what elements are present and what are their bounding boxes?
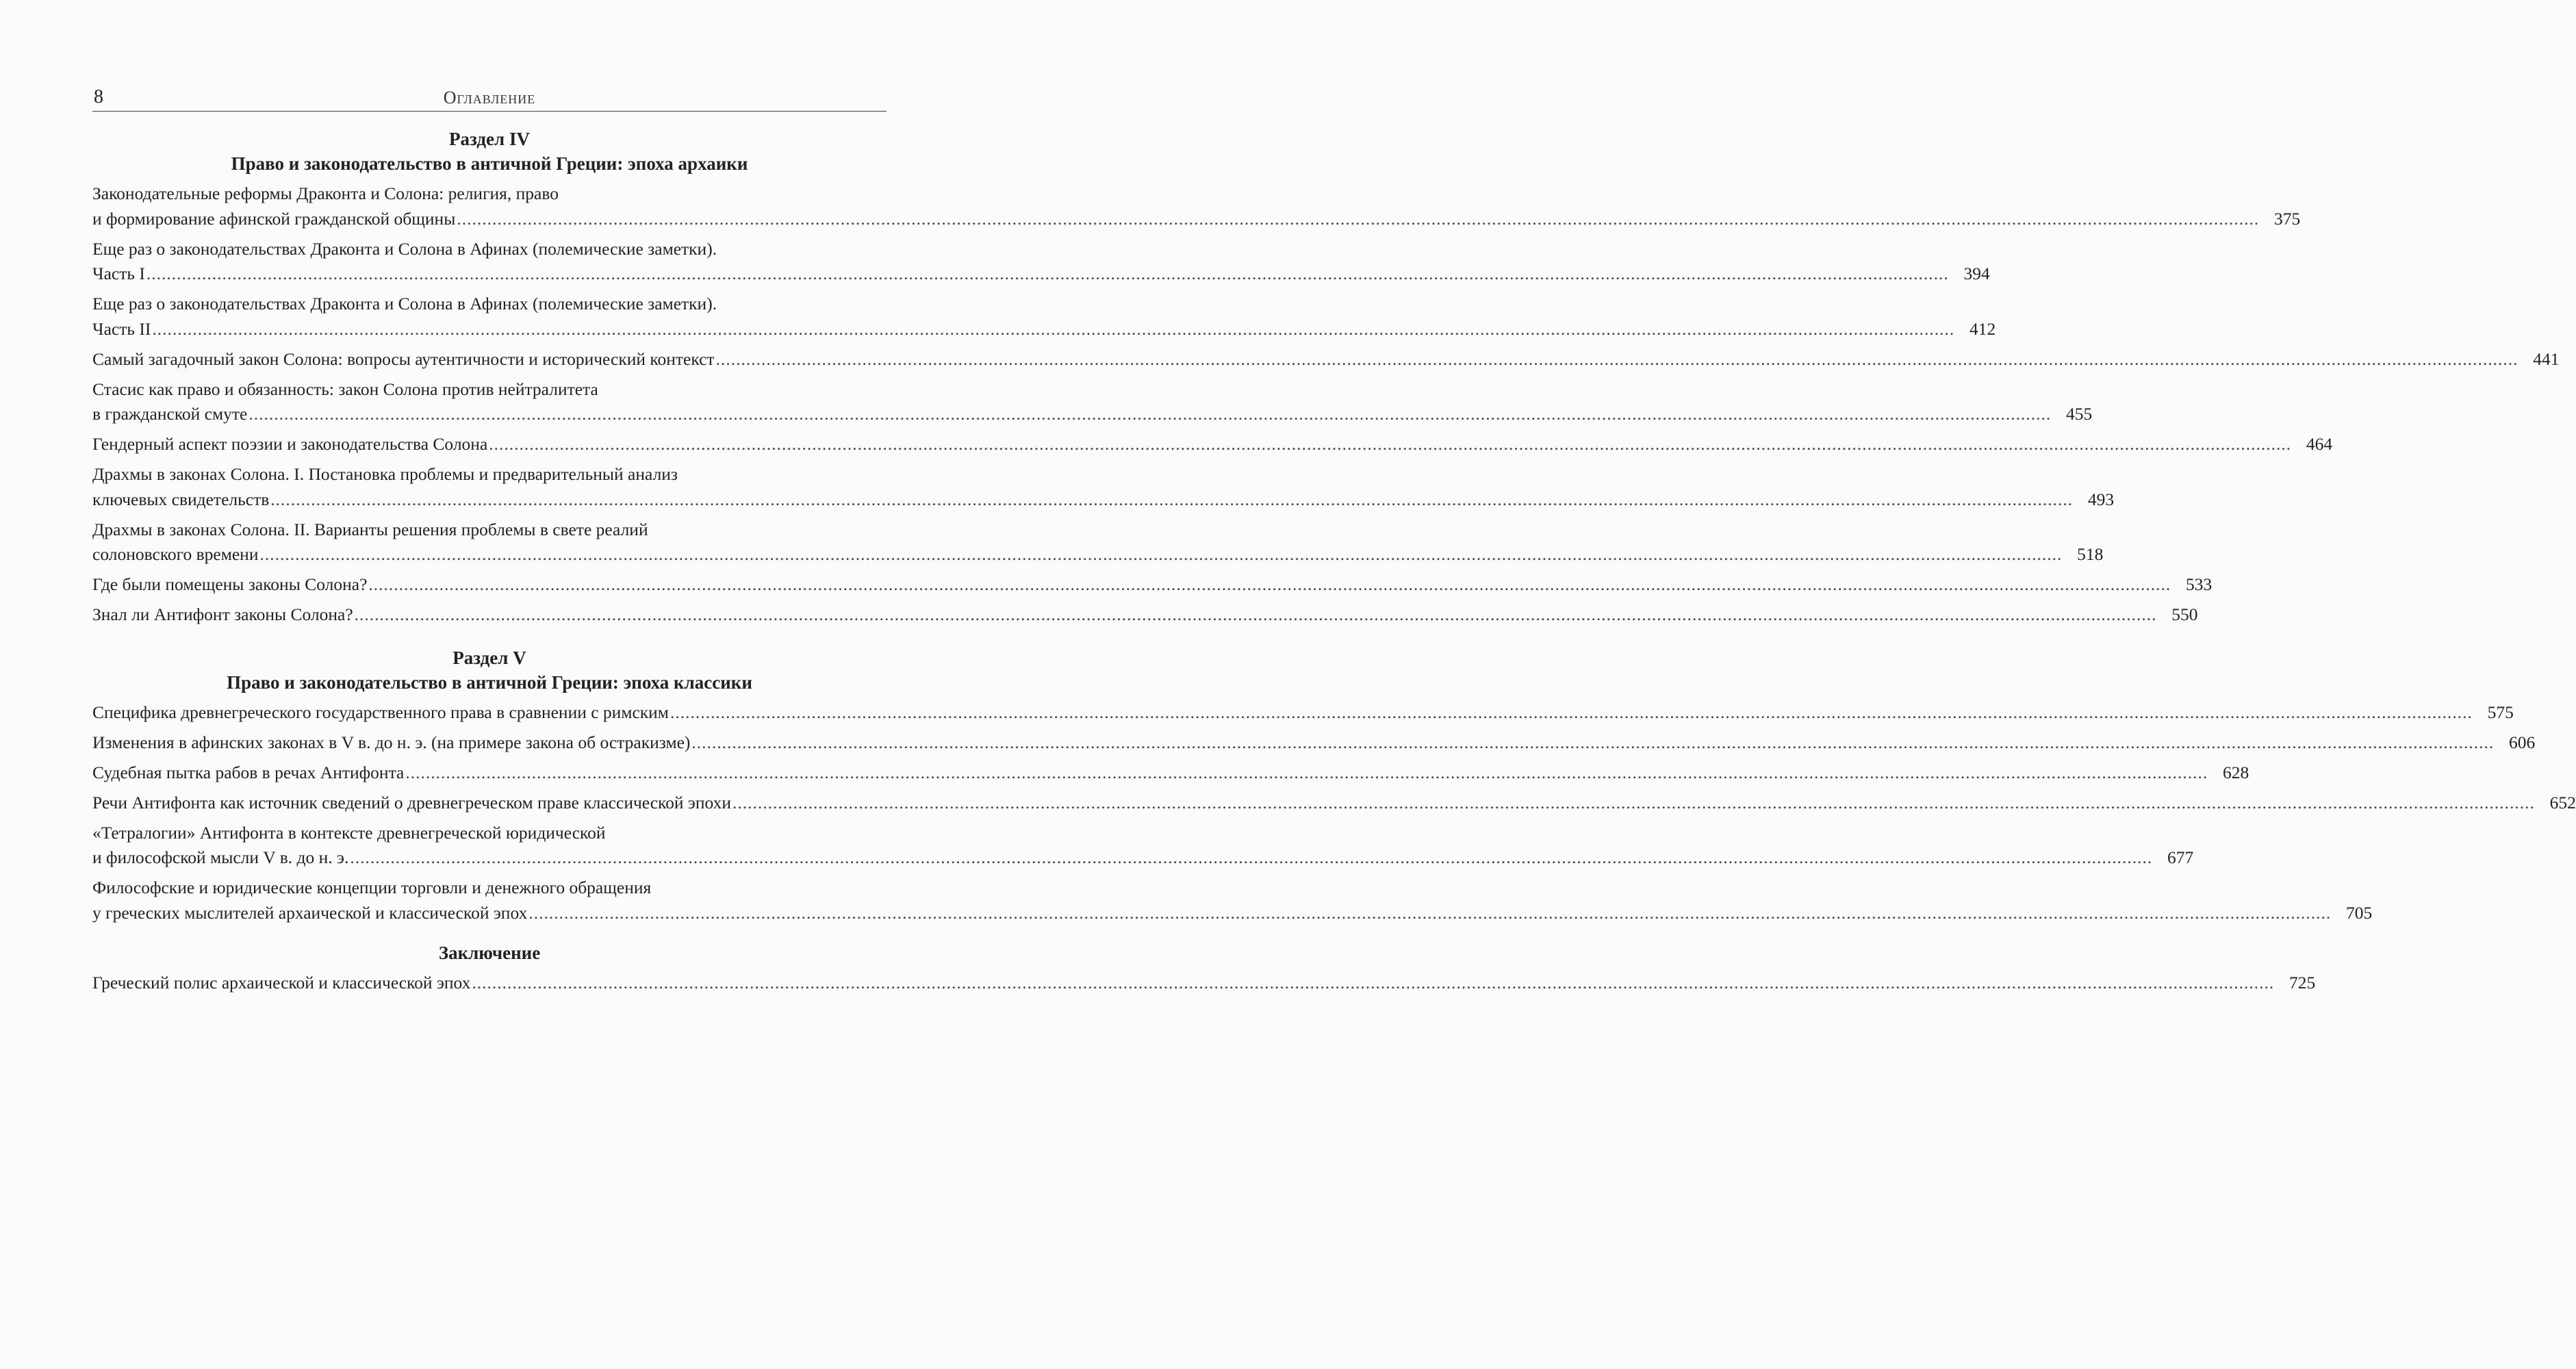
entry-title-line: Философские и юридические концепции торговли и денежного обращения (92, 878, 652, 897)
section-iv (92, 127, 2560, 628)
running-title: Оглавление (443, 88, 536, 107)
dot-leader (732, 791, 2535, 816)
dot-leader (368, 572, 2171, 598)
entry-title-line: «Тетралогии» Антифонта в контексте древнегреческой юридической (92, 822, 606, 843)
entry-title-line: Часть I (92, 264, 145, 283)
dot-leader (489, 432, 2291, 457)
entry-title-line: Законодательные реформы Драконта и Солона: религия, право (92, 183, 559, 203)
entry-title-line: Гендерный аспект поэзии и законодательства Солона (92, 434, 488, 454)
dot-leader (350, 845, 2152, 871)
dot-leader (528, 901, 2331, 926)
toc-entry[interactable] (92, 517, 2104, 567)
page-ref: 412 (1969, 318, 1996, 339)
dot-leader (457, 207, 2259, 232)
section-title: Право и законодательство в античной Греции: эпоха классики (227, 671, 752, 693)
entry-title-line: Драхмы в законах Солона. II. Варианты решения проблемы в свете реалий (92, 519, 648, 539)
conclusion-section (92, 941, 2316, 996)
entry-title-line: Греческий полис архаической и классической эпох (92, 973, 471, 993)
page-ref: 705 (2345, 902, 2373, 923)
toc-entry[interactable] (92, 572, 2212, 598)
dot-leader (691, 730, 2494, 756)
toc-entry[interactable] (92, 432, 2333, 457)
page-ref: 464 (2306, 434, 2333, 454)
page-ref: 518 (2077, 544, 2104, 564)
toc-entries (92, 700, 2576, 926)
page-ref: 550 (2171, 604, 2198, 624)
entry-title-line: в гражданской смуте (92, 404, 248, 424)
entry-title-line: Часть II (92, 318, 151, 339)
toc-entry[interactable] (92, 730, 2536, 756)
dot-leader (270, 487, 2073, 513)
entry-title-line: Знал ли Антифонт законы Солона? (92, 604, 353, 624)
page-ref: 652 (2549, 792, 2576, 813)
section-v (92, 645, 2576, 926)
section-label: Раздел V (452, 647, 526, 668)
entry-title-line: солоновского времени (92, 544, 259, 564)
toc-entry[interactable] (92, 181, 2301, 231)
entry-title-line: Еще раз о законодательствах Драконта и Солона в Афинах (полемические заметки). (92, 238, 717, 259)
entry-title-line: Где были помещены законы Солона? (92, 574, 368, 594)
toc-entry[interactable] (92, 237, 1990, 287)
toc-page (92, 81, 2576, 1001)
entry-title-line: Специфика древнегреческого государственного права в сравнении с римским (92, 702, 669, 722)
entry-title-line: у греческих мыслителей архаической и классической эпох (92, 902, 528, 923)
toc-entry[interactable] (92, 791, 2576, 816)
page-ref: 575 (2487, 702, 2514, 722)
dot-leader (716, 347, 2518, 372)
page-ref: 725 (2289, 973, 2316, 993)
toc-entry[interactable] (92, 700, 2514, 726)
page-ref: 394 (1963, 264, 1990, 283)
page-number: 8 (94, 86, 103, 107)
section-label: Раздел IV (449, 129, 530, 149)
toc-entry[interactable] (92, 602, 2198, 628)
toc-entry[interactable] (92, 760, 2249, 786)
page-ref: 606 (2509, 732, 2536, 752)
dot-leader (146, 261, 1949, 287)
dot-leader (355, 602, 2157, 628)
toc-entry[interactable] (92, 292, 1996, 342)
page-ref: 441 (2533, 348, 2560, 369)
conclusion-title: Заключение (438, 943, 541, 963)
entry-title-line: Драхмы в законах Солона. I. Постановка проблемы и предварительный анализ (92, 464, 678, 484)
toc-entry[interactable] (92, 377, 2093, 427)
dot-leader (472, 971, 2274, 996)
page-ref: 628 (2222, 762, 2249, 782)
entry-title-line: Самый загадочный закон Солона: вопросы аутентичности и исторический контекст (92, 348, 715, 369)
page-ref: 493 (2087, 489, 2115, 509)
dot-leader (670, 700, 2473, 726)
entry-title-line: и философской мысли V в. до н. э. (92, 847, 349, 867)
toc-entry[interactable] (92, 875, 2373, 925)
toc-entry[interactable] (92, 347, 2560, 372)
entry-title-line: Речи Антифонта как источник сведений о древнегреческом праве классической эпохи (92, 792, 732, 813)
page-ref: 455 (2065, 404, 2093, 424)
entry-title-line: ключевых свидетельств (92, 489, 270, 509)
dot-leader (248, 402, 2051, 427)
running-head (92, 81, 887, 112)
page-ref: 375 (2273, 208, 2301, 229)
toc-entry[interactable] (92, 821, 2194, 871)
section-title: Право и законодательство в античной Греции: эпоха архаики (231, 153, 748, 174)
toc-entries (92, 971, 2316, 996)
entry-title-line: Судебная пытка рабов в речах Антифонта (92, 762, 405, 782)
toc-entry[interactable] (92, 462, 2115, 512)
page-ref: 677 (2167, 847, 2194, 867)
toc-entries (92, 181, 2560, 628)
dot-leader (152, 317, 1954, 342)
dot-leader (405, 760, 2208, 786)
entry-title-line: Изменения в афинских законах в V в. до н. э. (на примере закона об остракизме) (92, 732, 691, 752)
entry-title-line: Стасис как право и обязанность: закон Солона против нейтралитета (92, 379, 598, 399)
dot-leader (259, 542, 2062, 567)
page-ref: 533 (2186, 574, 2212, 594)
toc-entry[interactable] (92, 971, 2316, 996)
entry-title-line: Еще раз о законодательствах Драконта и Солона в Афинах (полемические заметки). (92, 294, 717, 314)
entry-title-line: и формирование афинской гражданской общины (92, 208, 456, 229)
